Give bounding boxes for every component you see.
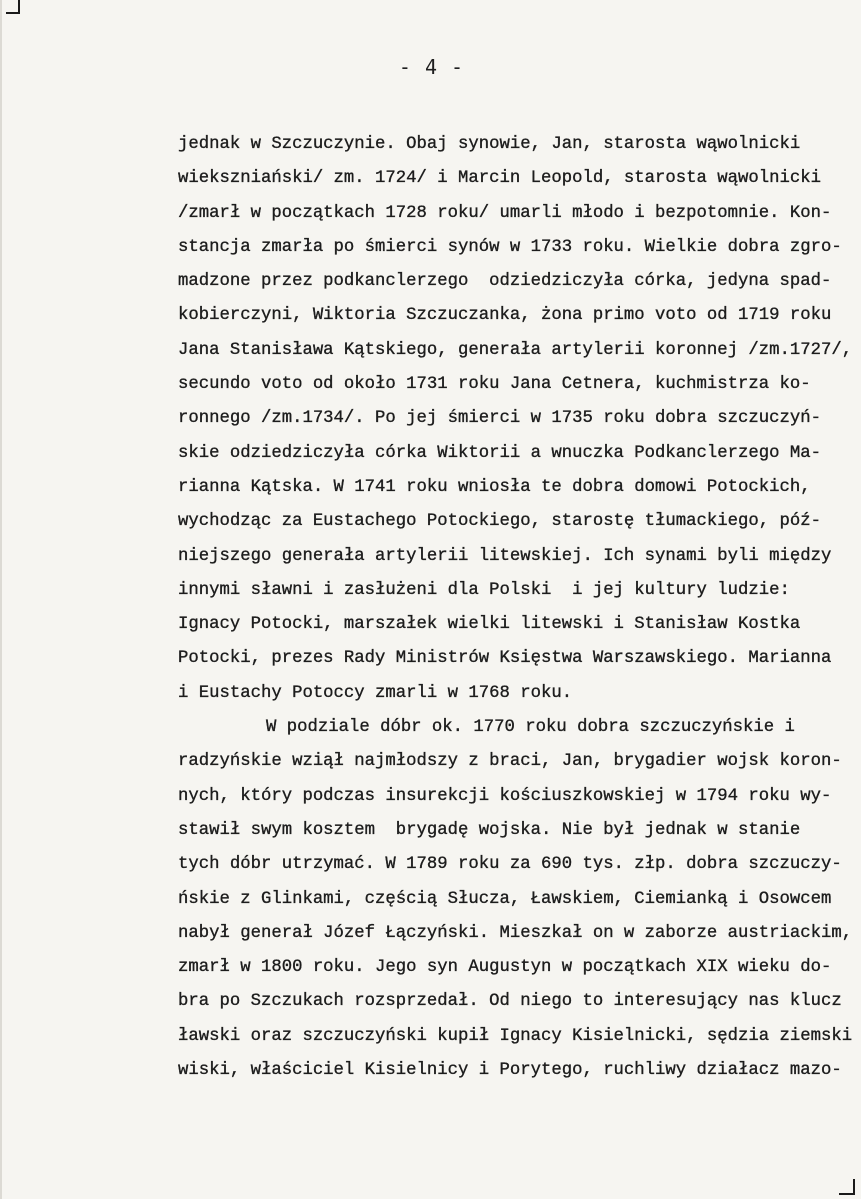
text-line: niejszego generała artylerii litewskiej. Ich synami byli między <box>178 546 832 566</box>
text-line: Jana Stanisława Kątskiego, generała artylerii koronnej /zm.1727/, <box>178 340 853 360</box>
corner-mark-bottom-right <box>839 1179 855 1195</box>
text-line: wiski, właściciel Kisielnicy i Porytego, ruchliwy działacz mazo- <box>178 1061 842 1081</box>
body-text <box>178 128 858 1088</box>
text-line: ńskie z Glinkami, częścią Słucza, Ławskiem, Ciemianką i Osowcem <box>178 889 832 909</box>
text-line: nabył generał Józef Łączyński. Mieszkał on w zaborze austriackim, <box>178 923 853 943</box>
text-line: secundo voto od około 1731 roku Jana Cetnera, kuchmistrza ko- <box>178 375 811 395</box>
text-line: nych, który podczas insurekcji kościuszkowskiej w 1794 roku wy- <box>178 786 832 806</box>
text-line: stancja zmarła po śmierci synów w 1733 roku. Wielkie dobra zgro- <box>178 237 842 257</box>
text-line: i Eustachy Potoccy zmarli w 1768 roku. <box>178 683 573 703</box>
text-line: wychodząc za Eustachego Potockiego, starostę tłumackiego, póź- <box>178 512 821 532</box>
text-line: jednak w Szczuczynie. Obaj synowie, Jan, starosta wąwolnicki <box>178 135 801 154</box>
text-line: madzone przez podkanclerzego odziedziczyła córka, jedyna spad- <box>178 272 832 292</box>
text-line: bra po Szczukach rozsprzedał. Od niego to interesujący nas klucz <box>178 992 842 1012</box>
corner-mark-top-left <box>6 0 20 14</box>
text-line: tych dóbr utrzymać. W 1789 roku za 690 tys. złp. dobra szczuczy- <box>178 855 842 875</box>
text-line: kobierczyni, Wiktoria Szczuczanka, żona primo voto od 1719 roku <box>178 306 832 326</box>
text-line: skie odziedziczyła córka Wiktorii a wnuczka Podkanclerzego Ma- <box>178 443 821 463</box>
text-line: zmarł w 1800 roku. Jego syn Augustyn w początkach XIX wieku do- <box>178 958 832 978</box>
text-line: /zmarł w początkach 1728 roku/ umarli młodo i bezpotomnie. Kon- <box>178 203 832 223</box>
paragraph-start-line: W podziale dóbr ok. 1770 roku dobra szczuczyńskie i <box>266 718 795 738</box>
text-line: radzyńskie wziął najmłodszy z braci, Jan, brygadier wojsk koron- <box>178 752 842 772</box>
text-line: Potocki, prezes Rady Ministrów Księstwa Warszawskiego. Marianna <box>178 649 832 669</box>
text-line: rianna Kątska. W 1741 roku wniosła te dobra domowi Potockich, <box>178 477 811 497</box>
text-line: stawił swym kosztem brygadę wojska. Nie był jednak w stanie <box>178 820 801 840</box>
page-number: - 4 - <box>398 55 465 79</box>
text-line: ronnego /zm.1734/. Po jej śmierci w 1735 roku dobra szczuczyń- <box>178 409 821 429</box>
text-line: Ignacy Potocki, marszałek wielki litewski i Stanisław Kostka <box>178 615 801 635</box>
text-line: ławski oraz szczuczyński kupił Ignacy Kisielnicki, sędzia ziemski <box>178 1026 853 1046</box>
text-line: innymi sławni i zasłużeni dla Polski i jej kultury ludzie: <box>178 580 790 600</box>
text-line: wiekszniański/ zm. 1724/ i Marcin Leopold, starosta wąwolnicki <box>178 169 821 189</box>
